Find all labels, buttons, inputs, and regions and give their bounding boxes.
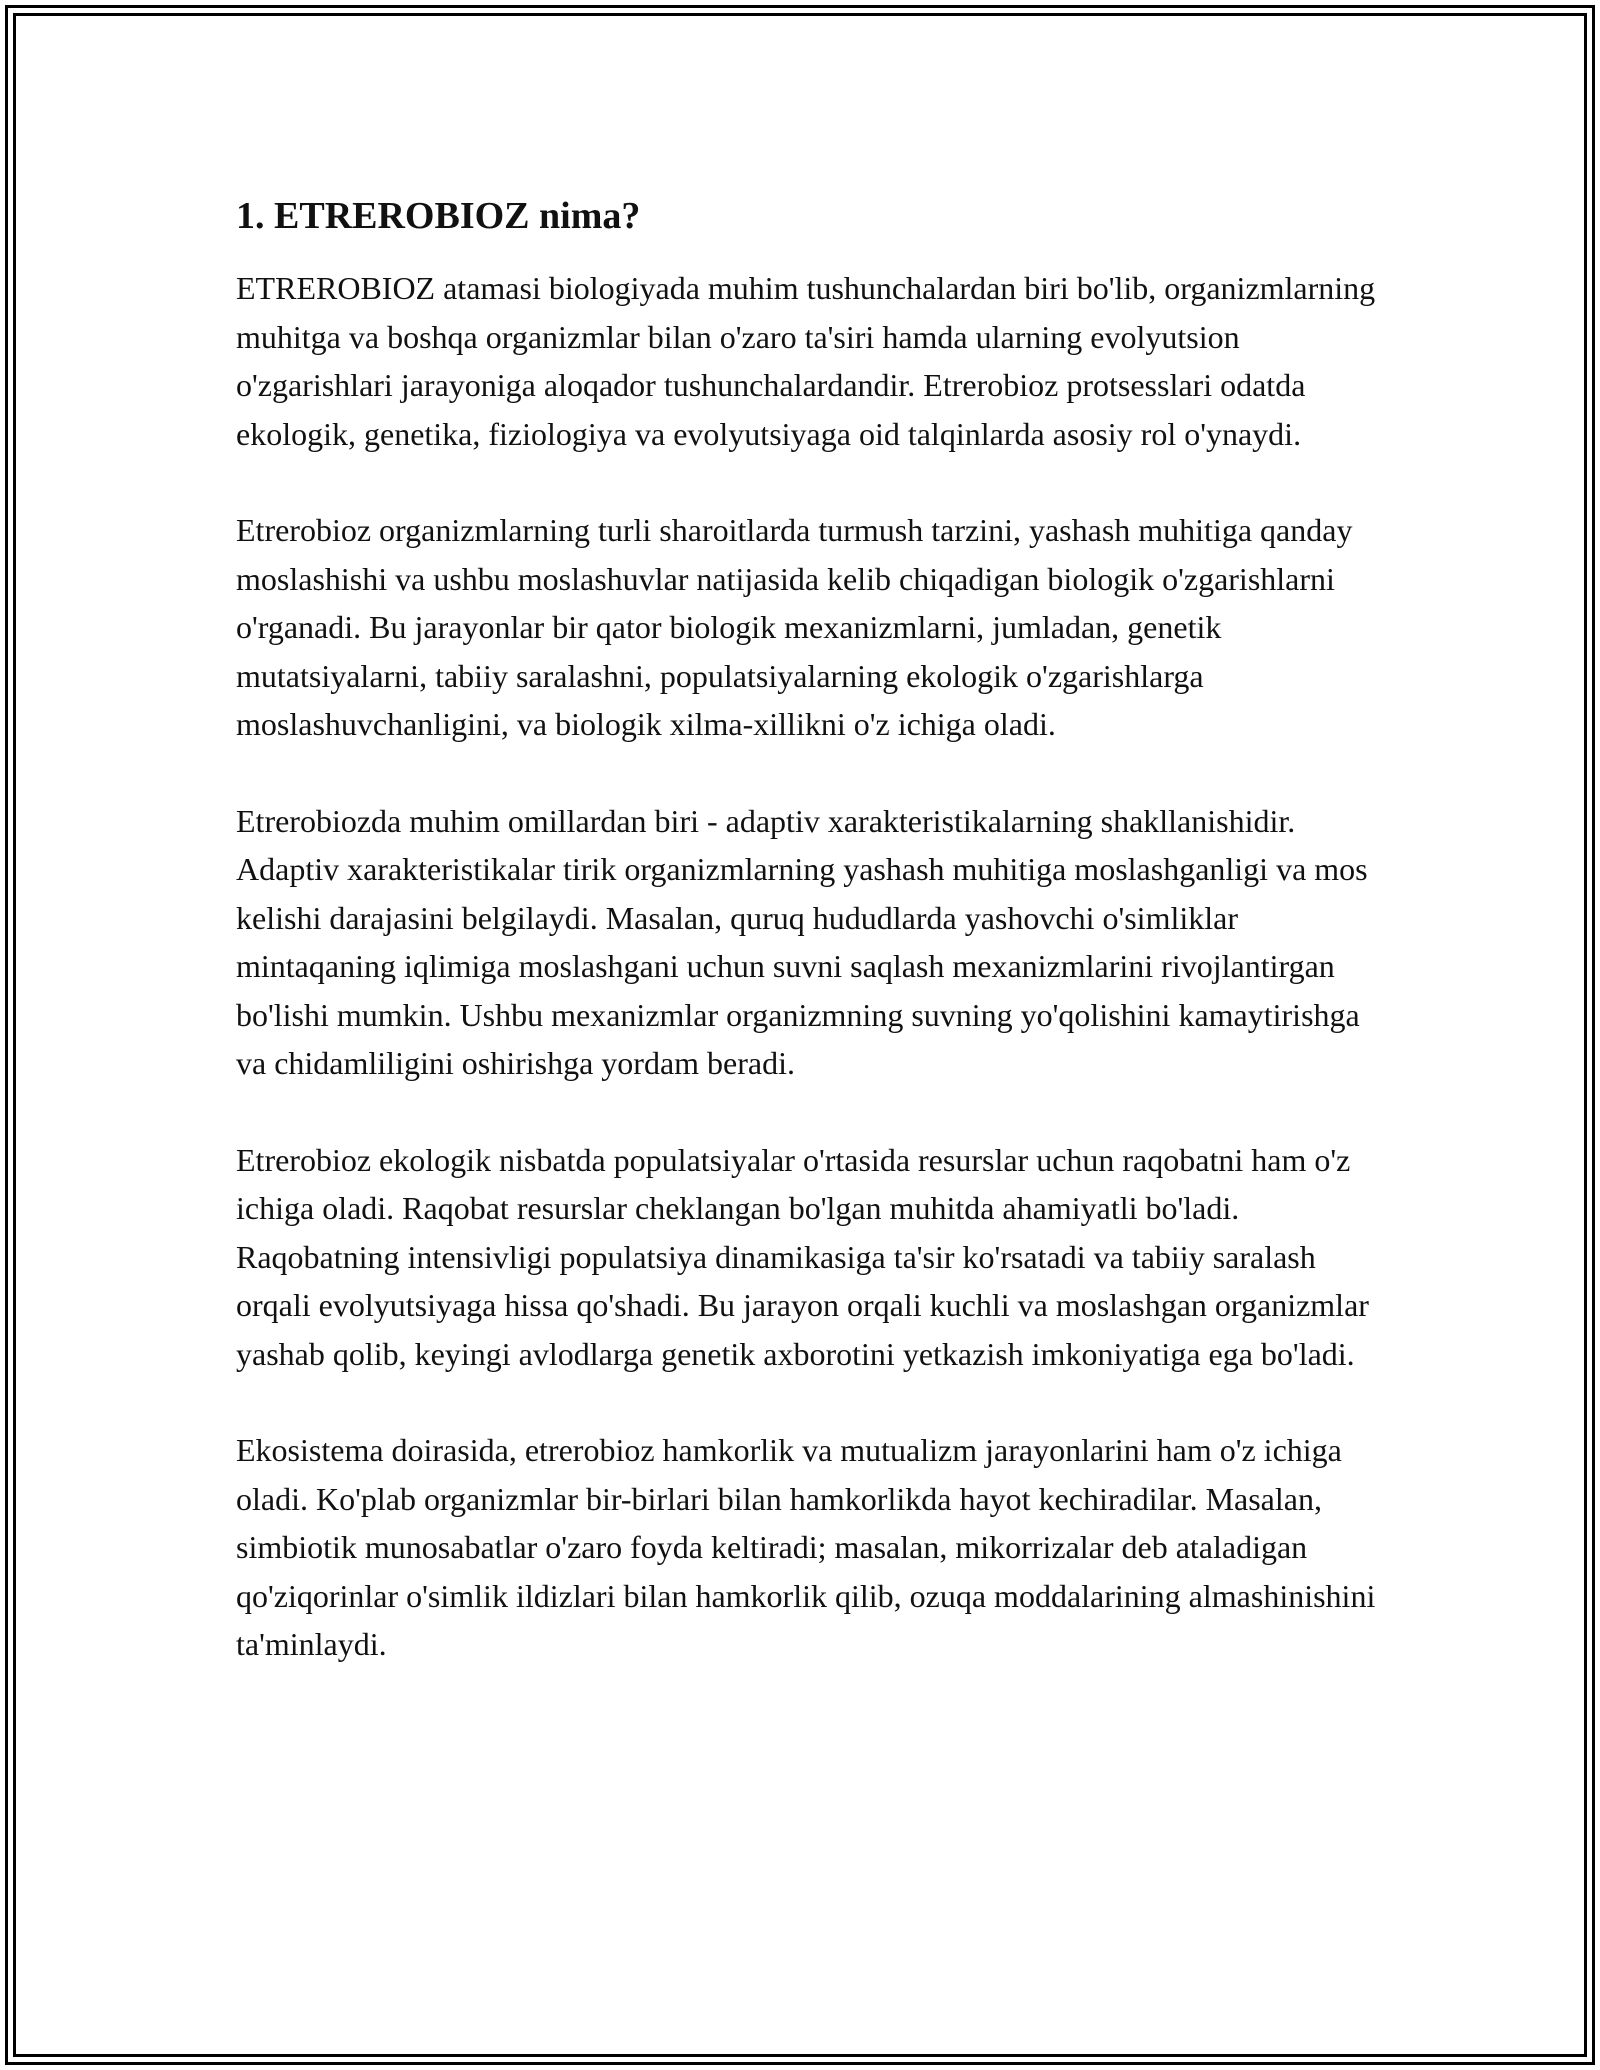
document-body — [236, 190, 1376, 1717]
paragraph-5: Ekosistema doirasida, etrerobioz hamkorlik va mutualizm jarayonlarini ham o'z ichiga oladi. Ko'plab organizmlar bir-birlari bilan hamkorlikda hayot kechiradilar. Masalan, simbiotik munosabatlar o'zaro foyda keltiradi; masalan, mikorrizalar deb ataladigan qo'ziqorinlar o'simlik ildizlari bilan hamkorlik qilib, ozuqa moddalarining almashinishini ta'minlaydi. — [236, 1432, 1376, 1662]
paragraph-4: Etrerobioz ekologik nisbatda populatsiyalar o'rtasida resurslar uchun raqobatni ham o'z ichiga oladi. Raqobat resurslar cheklangan bo'lgan muhitda ahamiyatli bo'ladi. Raqobatning intensivligi populatsiya dinamikasiga ta'sir ko'rsatadi va tabiiy saralash orqali evolyutsiyaga hissa qo'shadi. Bu jarayon orqali kuchli va moslashgan organizmlar yashab qolib, keyingi avlodlarga genetik axborotini yetkazish imkoniyatiga ega bo'ladi. — [236, 1141, 1369, 1372]
paragraph-3: Etrerobiozda muhim omillardan biri - adaptiv xarakteristikalarning shakllanishidir. Adaptiv xarakteristikalar tirik organizmlarning yashash muhitiga moslashganligi va mos kelishi darajasini belgilaydi. Masalan, quruq hududlarda yashovchi o'simliklar mintaqaning iqlimiga moslashgani uchun suvni saqlash mexanizmlarini rivojlantirgan bo'lishi mumkin. Ushbu mexanizmlar organizmning suvning yo'qolishini kamaytirishga va chidamliligini oshirishga yordam beradi. — [236, 802, 1368, 1081]
paragraph-2: Etrerobioz organizmlarning turli sharoitlarda turmush tarzini, yashash muhitiga qanday moslashishi va ushbu moslashuvlar natijasida kelib chiqadigan biologik o'zgarishlarni o'rganadi. Bu jarayonlar bir qator biologik mexanizmlarni, jumladan, genetik mutatsiyalarni, tabiiy saralashni, populatsiyalarning ekologik o'zgarishlarga moslashuvchanligini, va biologik xilma-xillikni o'z ichiga oladi. — [236, 512, 1353, 742]
page-title: 1. ETREROBIOZ nima? — [236, 195, 641, 237]
paragraph-1: ETREROBIOZ atamasi biologiyada muhim tushunchalardan biri bo'lib, organizmlarning muhitga va boshqa organizmlar bilan o'zaro ta'siri hamda ularning evolyutsion o'zgarishlari jarayoniga aloqador tushunchalardandir. Etrerobioz protsesslari odatda ekologik, genetika, fiziologiya va evolyutsiyaga oid talqinlarda asosiy rol o'ynaydi. — [236, 270, 1376, 452]
